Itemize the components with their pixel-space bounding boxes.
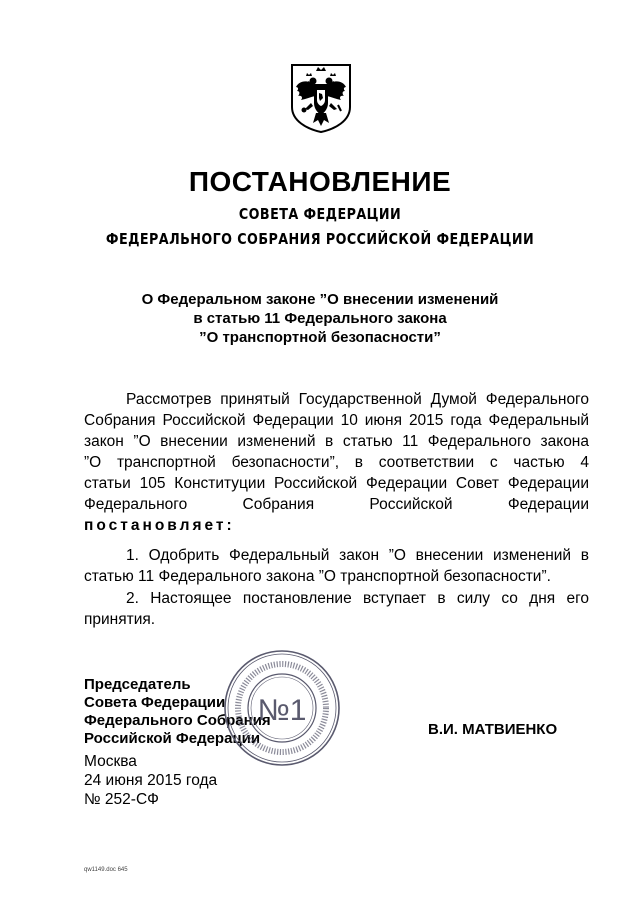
preamble-line: Федерального Собрания Российской Федерации [84, 496, 589, 513]
official-stamp [222, 648, 342, 768]
item-1-line: статью 11 Федерального закона ”О транспортной безопасности”. [84, 568, 551, 585]
preamble-line: ”О транспортной безопасности”, в соответствии с частью 4 [84, 454, 589, 471]
preamble-line: закон ”О внесении изменений в статью 11 Федерального закона [84, 433, 589, 450]
issuer-line-1: СОВЕТА ФЕДЕРАЦИИ [238, 205, 402, 223]
document-subject [0, 290, 640, 347]
signatory-name: В.И. МАТВИЕНКО [428, 721, 558, 738]
signatory-position: Российской Федерации [84, 730, 261, 747]
date: 24 июня 2015 года [84, 772, 218, 789]
preamble-paragraph [84, 389, 589, 536]
coat-of-arms-icon [289, 63, 353, 133]
item-1-line: 1. Одобрить Федеральный закон ”О внесении изменений в [126, 547, 589, 564]
preamble-line: Собрания Российской Федерации 10 июня 2015 года Федеральный [84, 412, 589, 429]
resolves-word: постановляет: [84, 517, 235, 534]
signatory-position: Председатель [84, 676, 191, 693]
document-number: № 252-СФ [84, 791, 159, 808]
resolution-items [84, 545, 589, 630]
preamble-line: статьи 105 Конституции Российской Федерации Совет Федерации [84, 475, 589, 492]
subject-line: в статью 11 Федерального закона [193, 310, 447, 327]
subject-line: О Федеральном законе ”О внесении изменений [141, 291, 499, 308]
signatory-position: Совета Федерации [84, 694, 226, 711]
preamble-line: Рассмотрев принятый Государственной Думой Федерального [126, 391, 589, 408]
document-title: ПОСТАНОВЛЕНИЕ [188, 166, 452, 197]
item-2-line: принятия. [84, 611, 156, 628]
subject-line: ”О транспортной безопасности” [199, 329, 441, 346]
stamp-number: №1 [257, 694, 307, 727]
issuer-line-2: ФЕДЕРАЛЬНОГО СОБРАНИЯ РОССИЙСКОЙ ФЕДЕРАЦИИ [105, 230, 535, 248]
item-2-line: 2. Настоящее постановление вступает в силу со дня его [126, 590, 589, 607]
signatory-position: Федерального Собрания [84, 712, 271, 729]
file-reference: qw1149.doc 645 [84, 867, 128, 873]
city: Москва [84, 753, 137, 770]
place-date-block [84, 752, 217, 809]
